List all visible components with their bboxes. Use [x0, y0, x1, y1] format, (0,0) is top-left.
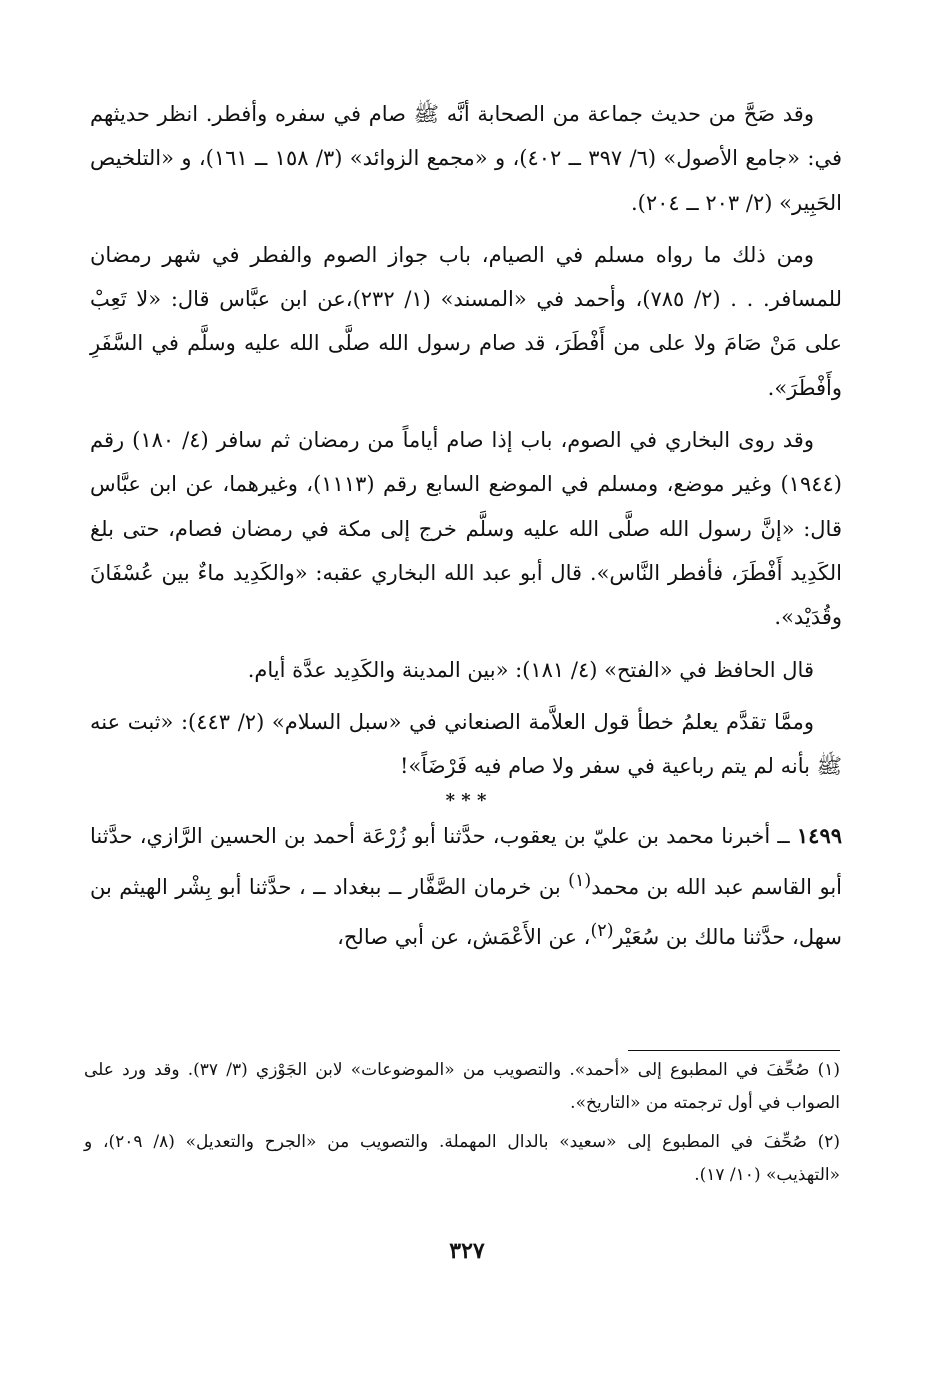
hadith-isnad-part1: أخبرنا محمد بن عليّ بن يعقوب، حدَّثنا أبو زُرْعَة أحمد بن الحسين الرَّازي، حدَّثنا أبو القاسم عبد الله بن محمد — [90, 824, 842, 899]
paragraph-hafiz-fath: قال الحافظ في «الفتح» (٤/ ١٨١): «بين المدينة والكَدِيد عدَّة أيام. — [247, 657, 814, 682]
hadith-isnad-part2: بن خرمان الصَّفَّار ــ ببغداد ــ ، حدَّثنا أبو بِشْر الهيثم بن سهل، حدَّثنا مالك بن سُعَيْر — [90, 874, 842, 950]
hadith-isnad-part3: ، عن الأَعْمَش، عن أبي صالح، — [337, 925, 591, 950]
paragraph-bukhari-narration: وقد روى البخاري في الصوم، باب إذا صام أياماً من رمضان ثم سافر (٤/ ١٨٠) رقم (١٩٤٤) وغير موضع، ومسلم في الموضع السابع رقم (١١١٣)، وغيرهما، عن ابن عبَّاس قال: «إنَّ رسول الله صلَّى الله عليه وسلَّم خرج إلى مكة في رمضان فصام، حتى بلغ الكَدِيد أَفْطَرَ، فأفطر النَّاس». قال أبو عبد الله البخاري عقبه: «والكَدِيد ماءٌ بين عُسْفَانَ وقُدَيْد». — [90, 428, 842, 630]
footnote-1-marker: (١) — [817, 1060, 840, 1080]
footnotes-section — [84, 1054, 840, 1198]
hadith-entry — [90, 814, 842, 959]
footnote-2 — [84, 1126, 840, 1192]
footnote-ref-1[interactable]: (١) — [568, 870, 592, 891]
paragraph-sahaba-hadith: وقد صَحَّ من حديث جماعة من الصحابة أنَّه ﷺ صام في سفره وأفطر. انظر حديثهم في: «جامع الأصول» (٦/ ٣٩٧ ــ ٤٠٢)، و «مجمع الزوائد» (٣/ ١٥٨ ــ ١٦١)، و «التلخيص الحَبِير» (٢/ ٢٠٣ ــ ٢٠٤). — [90, 102, 842, 215]
footnote-1-text: صُحِّفَ في المطبوع إلى «أحمد». والتصويب من «الموضوعات» لابن الجَوْزي (٣/ ٣٧). وقد ورد على الصواب في أول ترجمته من «التاريخ». — [84, 1060, 840, 1113]
hadith-dash: ــ — [770, 824, 797, 849]
main-text-body — [90, 92, 842, 967]
paragraph-muslim-narration: ومن ذلك ما رواه مسلم في الصيام، باب جواز الصوم والفطر في شهر رمضان للمسافر. . . (٢/ ٧٨٥)، وأحمد في «المسند» (١/ ٢٣٢)،عن ابن عبَّاس قال: «لا تَعِبْ على مَنْ صَامَ ولا على من أَفْطَرَ، قد صام رسول الله صلَّى الله عليه وسلَّم في السَّفَرِ وأَفْطَرَ». — [90, 242, 842, 400]
hadith-number: ١٤٩٩ — [796, 823, 843, 849]
footnote-2-text: صُحِّفَ في المطبوع إلى «سعيد» بالدال المهملة. والتصويب من «الجرح والتعديل» (٨/ ٢٠٩)، و «التهذيب» (١٠/ ١٧). — [84, 1132, 840, 1185]
paragraph-sanani-critique: وممَّا تقدَّم يعلمُ خطأ قول العلاَّمة الصنعاني في «سبل السلام» (٢/ ٤٤٣): «ثبت عنه ﷺ بأنه لم يتم رباعية في سفر ولا صام فيه فَرْضَاً»! — [90, 709, 842, 779]
section-separator: * * * — [445, 790, 487, 812]
footnote-ref-2[interactable]: (٢) — [590, 921, 614, 942]
footnote-divider — [628, 1050, 840, 1051]
page-number: ٣٢٧ — [449, 1238, 485, 1264]
footnote-1 — [84, 1054, 840, 1120]
footnote-2-marker: (٢) — [817, 1132, 841, 1152]
